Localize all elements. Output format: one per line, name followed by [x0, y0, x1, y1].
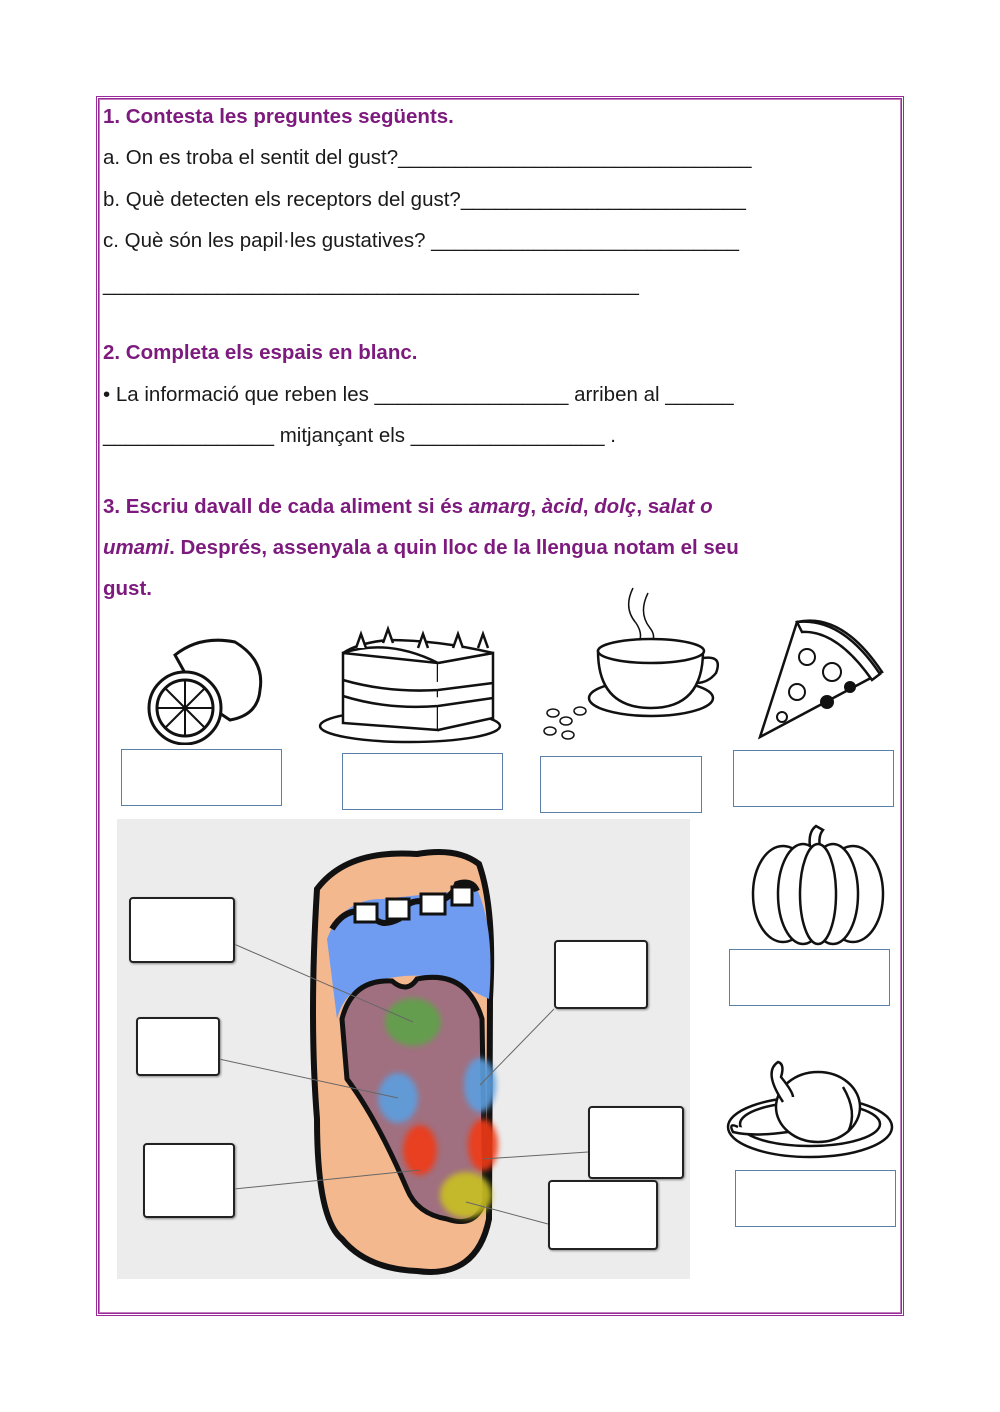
pumpkin-icon [748, 822, 888, 947]
right-red-zone [468, 1119, 498, 1171]
chicken-taste-answer[interactable] [735, 1170, 896, 1227]
roast-chicken-icon [723, 1052, 898, 1164]
tongue-label-box-3[interactable] [143, 1143, 235, 1218]
lemon-icon [140, 630, 270, 745]
lemon-taste-answer[interactable] [121, 749, 282, 806]
section3-title-line3: gust. [103, 577, 152, 600]
word-amarg: amarg [468, 495, 531, 518]
comma: , [582, 495, 595, 518]
question-c-answer-line[interactable]: _______________________________________________ [103, 273, 639, 296]
section3-title-line2 [103, 536, 739, 560]
tongue-label-box-5[interactable] [588, 1106, 684, 1179]
comma: , [636, 495, 648, 518]
cake-taste-answer[interactable] [342, 753, 503, 810]
question-a[interactable]: a. On es troba el sentit del gust?_______________________________ [103, 146, 752, 169]
pizza-taste-answer[interactable] [733, 750, 894, 807]
word-acid: àcid [541, 495, 583, 518]
title-text: 3. Escriu davall de cada aliment si és [103, 495, 469, 518]
comma: , [530, 495, 542, 518]
coffee-cup-icon [538, 583, 723, 748]
fill-blank-line-2[interactable]: _______________ mitjançant els _________________ . [103, 424, 616, 447]
left-red-zone [403, 1125, 437, 1175]
word-umami: umami [103, 536, 170, 559]
pizza-slice-icon [752, 612, 887, 742]
title-text: . Després, assenyala a quin lloc de la llengua notam el seu [169, 536, 739, 559]
tongue-label-box-1[interactable] [129, 897, 235, 963]
cake-icon [318, 618, 503, 748]
pumpkin-taste-answer[interactable] [729, 949, 890, 1006]
section2-title: 2. Completa els espais en blanc. [103, 341, 418, 364]
fill-blank-line-1[interactable]: • La informació que reben les _________________ arriben al ______ [103, 383, 734, 406]
word-alat: alat o [659, 495, 713, 518]
question-c[interactable]: c. Què són les papil·les gustatives? ___________________________ [103, 229, 740, 252]
letter-s: s [647, 495, 660, 518]
tongue-label-box-6[interactable] [548, 1180, 658, 1250]
tip-yellow-zone [440, 1172, 492, 1218]
question-b[interactable]: b. Què detecten els receptors del gust?_________________________ [103, 188, 746, 211]
tongue-label-box-4[interactable] [554, 940, 648, 1009]
section1-title: 1. Contesta les preguntes següents. [103, 105, 454, 128]
section3-title-line1 [103, 495, 713, 519]
coffee-taste-answer[interactable] [540, 756, 702, 813]
tongue-label-box-2[interactable] [136, 1017, 220, 1076]
word-dolc: dolç [594, 495, 637, 518]
